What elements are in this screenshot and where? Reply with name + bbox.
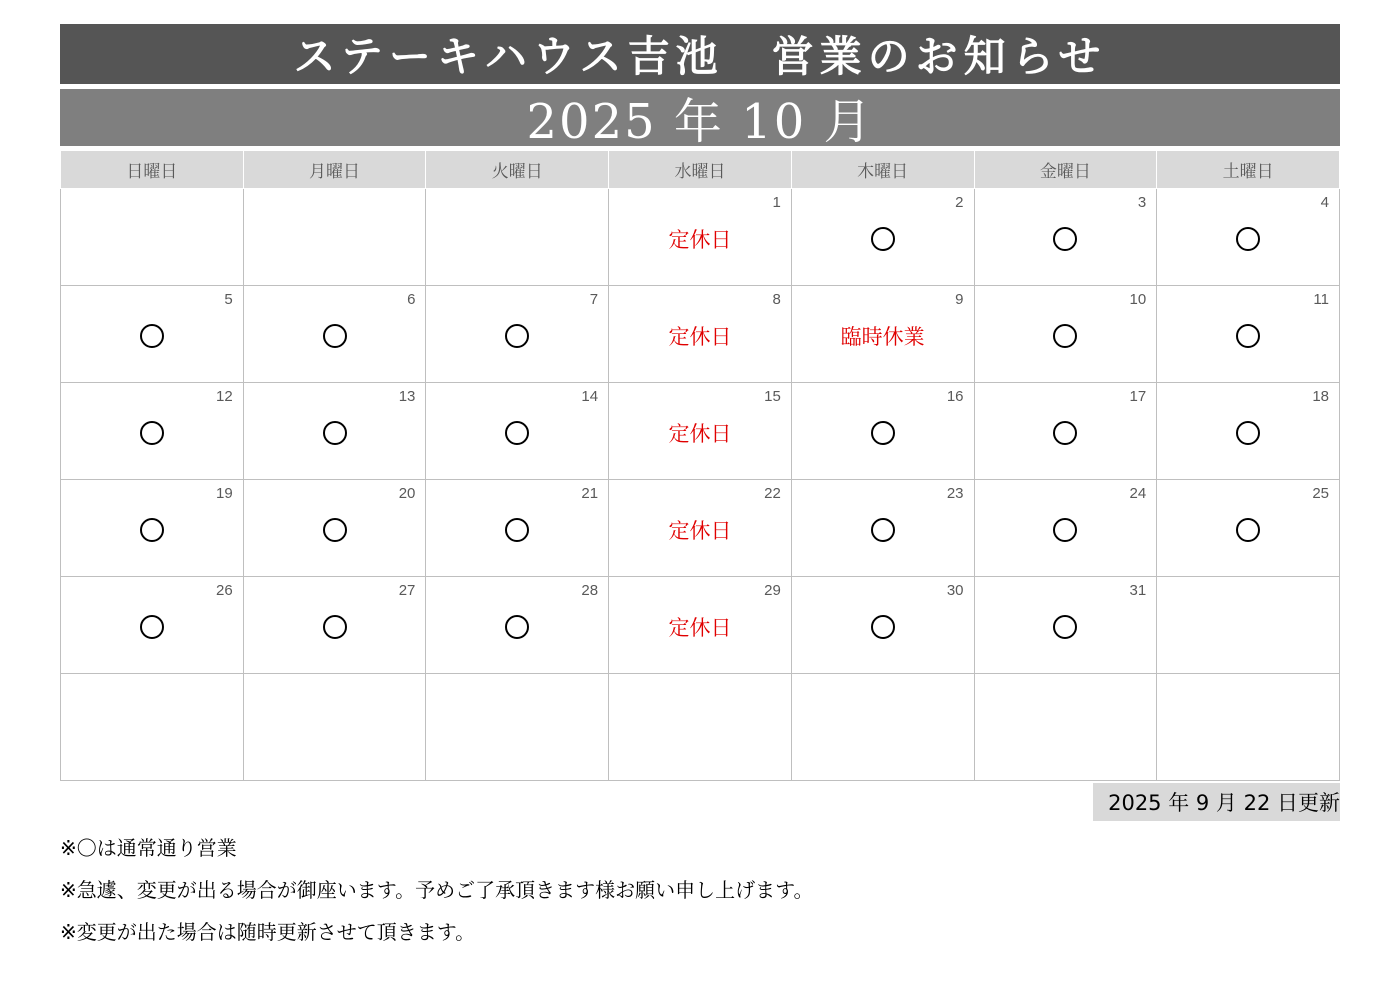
page-title: ステーキハウス吉池 営業のお知らせ xyxy=(60,24,1340,84)
open-circle-icon xyxy=(61,421,243,451)
calendar-day-cell xyxy=(243,286,426,383)
calendar-day-cell xyxy=(1157,189,1340,286)
calendar-day-cell xyxy=(791,189,974,286)
day-number: 28 xyxy=(581,582,599,599)
calendar-day-cell xyxy=(243,674,426,781)
weekday-header: 水曜日 xyxy=(609,151,792,189)
day-number: 23 xyxy=(946,485,964,502)
calendar-day-cell xyxy=(1157,286,1340,383)
circle-icon xyxy=(1236,227,1260,251)
calendar-day-cell xyxy=(61,286,244,383)
calendar-day-cell xyxy=(1157,383,1340,480)
open-circle-icon xyxy=(244,615,426,645)
day-number: 29 xyxy=(764,582,781,599)
day-number: 24 xyxy=(1129,485,1147,502)
calendar-day-cell xyxy=(974,577,1157,674)
day-number: 1 xyxy=(772,194,781,211)
calendar-week-row xyxy=(61,189,1340,286)
open-circle-icon xyxy=(792,421,974,451)
calendar-week-row xyxy=(61,577,1340,674)
circle-icon xyxy=(505,324,529,348)
circle-icon xyxy=(1236,324,1260,348)
calendar-day-cell xyxy=(609,189,792,286)
calendar-day-cell xyxy=(609,674,792,781)
open-circle-icon xyxy=(1157,227,1339,257)
weekday-header: 土曜日 xyxy=(1157,151,1340,189)
calendar-day-cell xyxy=(791,674,974,781)
open-circle-icon xyxy=(61,324,243,354)
open-circle-icon xyxy=(1157,518,1339,548)
day-number: 8 xyxy=(772,291,781,308)
circle-icon xyxy=(323,324,347,348)
calendar-day-cell xyxy=(1157,674,1340,781)
note-open: ※〇は通常通り営業 xyxy=(60,836,237,860)
calendar-day-cell xyxy=(426,674,609,781)
calendar-day-cell xyxy=(791,480,974,577)
day-number: 22 xyxy=(764,485,781,502)
calendar-day-cell xyxy=(61,674,244,781)
circle-icon xyxy=(1236,421,1260,445)
open-circle-icon xyxy=(1157,324,1339,354)
calendar-day-cell xyxy=(974,480,1157,577)
month-heading: 2025 年 10 月 xyxy=(60,89,1340,146)
day-number: 11 xyxy=(1313,291,1329,308)
circle-icon xyxy=(871,421,895,445)
day-number: 6 xyxy=(407,291,416,308)
day-number: 31 xyxy=(1129,582,1147,599)
calendar-day-cell xyxy=(426,286,609,383)
open-circle-icon xyxy=(61,518,243,548)
calendar-day-cell xyxy=(974,674,1157,781)
day-number: 20 xyxy=(398,485,416,502)
calendar-day-cell xyxy=(609,286,792,383)
day-number: 27 xyxy=(398,582,416,599)
day-number: 14 xyxy=(581,388,599,405)
day-number: 21 xyxy=(581,485,599,502)
open-circle-icon xyxy=(244,518,426,548)
day-number: 17 xyxy=(1129,388,1147,405)
calendar-day-cell xyxy=(426,189,609,286)
weekday-header: 木曜日 xyxy=(791,151,974,189)
open-circle-icon xyxy=(975,324,1157,354)
open-circle-icon xyxy=(792,615,974,645)
open-circle-icon xyxy=(792,227,974,257)
day-number: 30 xyxy=(946,582,964,599)
open-circle-icon xyxy=(1157,421,1339,451)
weekday-header: 火曜日 xyxy=(426,151,609,189)
day-number: 3 xyxy=(1137,194,1147,211)
circle-icon xyxy=(140,421,164,445)
closed-label: 定休日 xyxy=(668,325,732,349)
circle-icon xyxy=(1053,615,1077,639)
updated-date: 2025 年 9 月 22 日更新 xyxy=(1093,783,1340,821)
note-change-warning: ※急遽、変更が出る場合が御座います。予めご了承頂きます様お願い申し上げます。 xyxy=(60,878,814,902)
day-number: 5 xyxy=(224,291,233,308)
circle-icon xyxy=(140,518,164,542)
circle-icon xyxy=(323,421,347,445)
open-circle-icon xyxy=(426,518,608,548)
day-number: 16 xyxy=(946,388,964,405)
calendar-week-row xyxy=(61,480,1340,577)
calendar-day-cell xyxy=(791,577,974,674)
calendar-week-row xyxy=(61,383,1340,480)
closed-label: 定休日 xyxy=(668,519,732,543)
open-circle-icon xyxy=(975,518,1157,548)
open-circle-icon xyxy=(426,421,608,451)
open-circle-icon xyxy=(792,518,974,548)
calendar-day-cell xyxy=(609,480,792,577)
weekday-header: 月曜日 xyxy=(243,151,426,189)
closed-label: 定休日 xyxy=(668,228,732,252)
calendar-day-cell xyxy=(61,189,244,286)
closed-label: 定休日 xyxy=(668,616,732,640)
open-circle-icon xyxy=(244,421,426,451)
open-circle-icon xyxy=(975,421,1157,451)
circle-icon xyxy=(1053,421,1077,445)
closed-label: 定休日 xyxy=(668,422,732,446)
circle-icon xyxy=(140,324,164,348)
calendar-day-cell xyxy=(974,286,1157,383)
day-number: 19 xyxy=(216,485,233,502)
open-circle-icon xyxy=(975,227,1157,257)
calendar-day-cell xyxy=(243,383,426,480)
day-number: 26 xyxy=(216,582,233,599)
circle-icon xyxy=(505,421,529,445)
circle-icon xyxy=(1053,227,1077,251)
day-number: 9 xyxy=(955,291,964,308)
calendar-table xyxy=(60,150,1340,781)
circle-icon xyxy=(871,518,895,542)
note-update-policy: ※変更が出た場合は随時更新させて頂きます。 xyxy=(60,920,476,944)
weekday-header-row xyxy=(61,151,1340,189)
calendar-day-cell xyxy=(243,577,426,674)
circle-icon xyxy=(1236,518,1260,542)
day-number: 4 xyxy=(1320,194,1329,211)
calendar-week-row xyxy=(61,286,1340,383)
calendar-day-cell xyxy=(426,383,609,480)
calendar-day-cell xyxy=(974,189,1157,286)
open-circle-icon xyxy=(975,615,1157,645)
calendar-day-cell xyxy=(1157,480,1340,577)
calendar-day-cell xyxy=(61,480,244,577)
open-circle-icon xyxy=(244,324,426,354)
circle-icon xyxy=(871,227,895,251)
weekday-header: 金曜日 xyxy=(974,151,1157,189)
circle-icon xyxy=(1053,518,1077,542)
calendar-day-cell xyxy=(974,383,1157,480)
open-circle-icon xyxy=(426,324,608,354)
circle-icon xyxy=(871,615,895,639)
calendar-day-cell xyxy=(61,383,244,480)
day-number: 7 xyxy=(589,291,599,308)
day-number: 10 xyxy=(1129,291,1147,308)
closed-label: 臨時休業 xyxy=(840,325,925,349)
calendar-week-row xyxy=(61,674,1340,781)
calendar-day-cell xyxy=(426,480,609,577)
calendar-day-cell xyxy=(791,383,974,480)
day-number: 13 xyxy=(398,388,416,405)
open-circle-icon xyxy=(61,615,243,645)
circle-icon xyxy=(323,615,347,639)
circle-icon xyxy=(505,615,529,639)
calendar-day-cell xyxy=(243,189,426,286)
day-number: 15 xyxy=(764,388,781,405)
day-number: 2 xyxy=(955,194,964,211)
calendar-day-cell xyxy=(609,383,792,480)
calendar-day-cell xyxy=(791,286,974,383)
day-number: 12 xyxy=(216,388,233,405)
calendar-day-cell xyxy=(426,577,609,674)
calendar-day-cell xyxy=(243,480,426,577)
day-number: 18 xyxy=(1312,388,1329,405)
calendar-day-cell xyxy=(609,577,792,674)
calendar-day-cell xyxy=(61,577,244,674)
calendar-day-cell xyxy=(1157,577,1340,674)
day-number: 25 xyxy=(1312,485,1329,502)
circle-icon xyxy=(505,518,529,542)
circle-icon xyxy=(323,518,347,542)
open-circle-icon xyxy=(426,615,608,645)
circle-icon xyxy=(140,615,164,639)
weekday-header: 日曜日 xyxy=(61,151,244,189)
circle-icon xyxy=(1053,324,1077,348)
